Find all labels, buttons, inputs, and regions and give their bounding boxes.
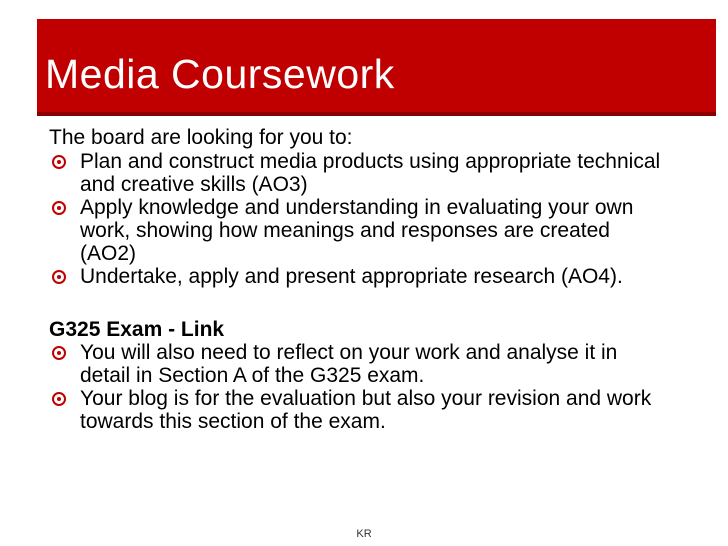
list-item	[49, 387, 669, 433]
section-heading: G325 Exam - Link	[49, 318, 225, 341]
circle-bullet-icon	[52, 201, 66, 215]
slide-title: Media Coursework	[45, 51, 395, 97]
list-item	[49, 150, 669, 196]
list-item	[49, 196, 669, 265]
slide-body	[49, 126, 669, 433]
list-item-text: Your blog is for the evaluation but also your revision and work towards this section of the exam.	[80, 387, 652, 433]
exam-link-list	[49, 341, 669, 433]
list-item	[49, 265, 669, 288]
circle-bullet-icon	[52, 155, 66, 169]
list-item-text: Plan and construct media products using appropriate technical and creative skills (AO3)	[80, 150, 661, 196]
circle-bullet-icon	[52, 270, 66, 284]
circle-bullet-icon	[52, 346, 66, 360]
slide-footer: KR	[356, 528, 372, 540]
intro-text: The board are looking for you to:	[49, 126, 353, 149]
list-item-text: You will also need to reflect on your work and analyse it in detail in Section A of the G325 exam.	[80, 341, 618, 387]
circle-bullet-icon	[52, 392, 66, 406]
title-bar	[37, 19, 716, 116]
list-item-text: Apply knowledge and understanding in evaluating your own work, showing how meanings and responses are created (AO2)	[80, 196, 634, 265]
list-item-text: Undertake, apply and present appropriate research (AO4).	[80, 265, 623, 288]
list-item	[49, 341, 669, 387]
requirements-list	[49, 150, 669, 288]
